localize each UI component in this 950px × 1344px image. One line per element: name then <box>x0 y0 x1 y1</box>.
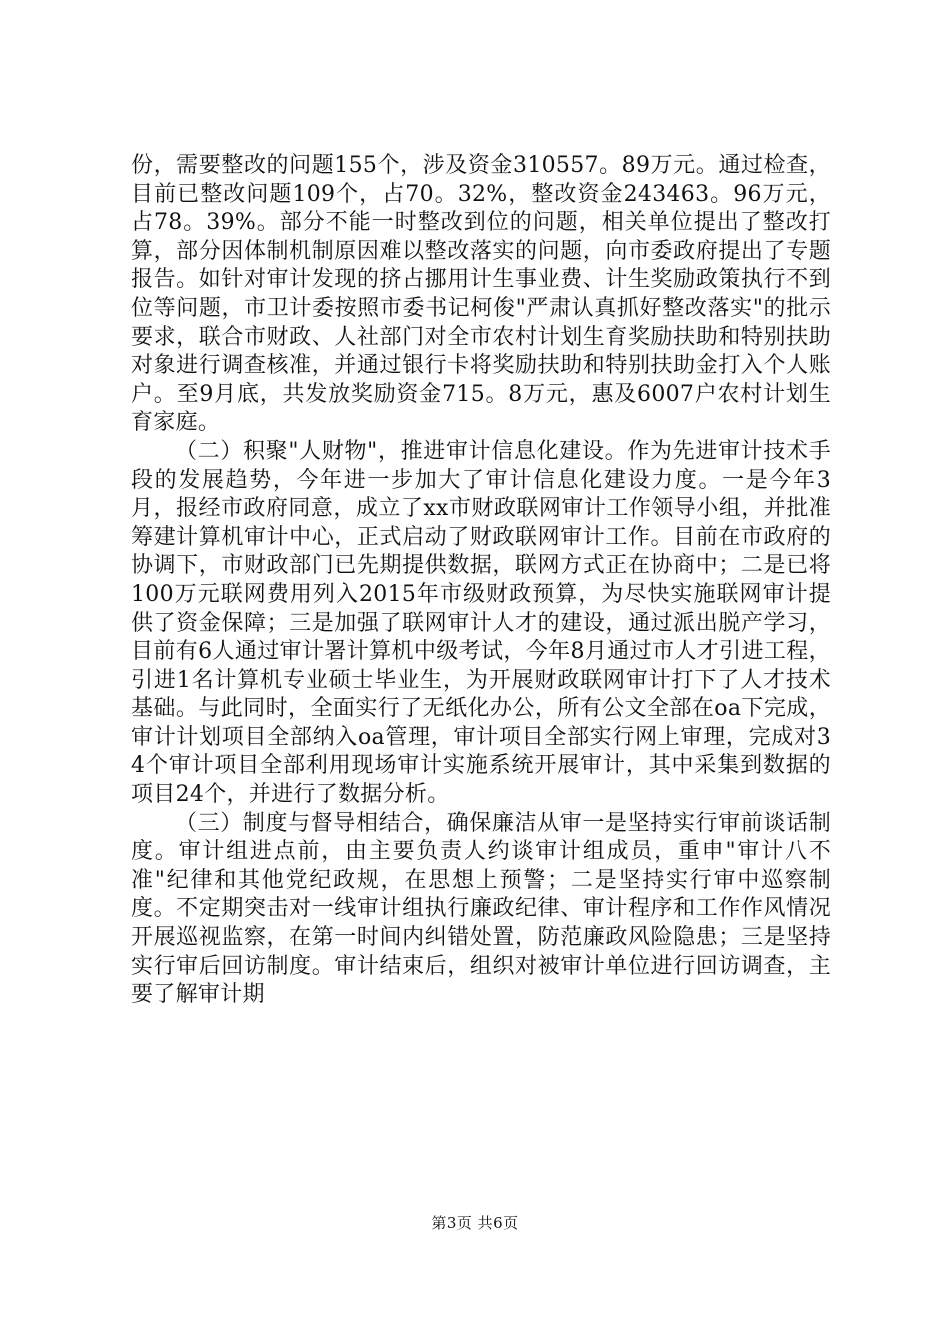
paragraph-section-2: （二）积聚"人财物"，推进审计信息化建设。作为先进审计技术手段的发展趋势，今年进一步加大了审计信息化建设力度。一是今年3月，报经市政府同意，成立了xx市财政联网审计工作领导小组，并批准筹建计算机审计中心，正式启动了财政联网审计工作。目前在市政府的协调下，市财政部门已先期提供数据，联网方式正在协商中；二是已将100万元联网费用列入2015年市级财政预算，为尽快实施联网审计提供了资金保障；三是加强了联网审计人才的建设，通过派出脱产学习，目前有6人通过审计署计算机中级考试，今年8月通过市人才引进工程，引进1名计算机专业硕士毕业生，为开展财政联网审计打下了人才技术基础。与此同时，全面实行了无纸化办公，所有公文全部在oa下完成，审计计划项目全部纳入oa管理，审计项目全部实行网上审理，完成对34个审计项目全部利用现场审计实施系统开展审计，其中采集到数据的项目24个，并进行了数据分析。 <box>131 438 831 808</box>
paragraph-section-3: （三）制度与督导相结合，确保廉洁从审一是坚持实行审前谈话制度。审计组进点前，由主要负责人约谈审计组成员，重申"审计八不准"纪律和其他党纪政规，在思想上预警；二是坚持实行审中巡察制度。不定期突击对一线审计组执行廉政纪律、审计程序和工作作风情况开展巡视监察，在第一时间内纠错处置，防范廉政风险隐患；三是坚持实行审后回访制度。审计结束后，组织对被审计单位进行回访调查，主要了解审计期 <box>131 810 831 1008</box>
page-number-footer: 第3页 共6页 <box>431 1214 519 1232</box>
paragraph-continued: 份，需要整改的问题155个，涉及资金310557。89万元。通过检查，目前已整改问题109个，占70。32%，整改资金243463。96万元，占78。39%。部分不能一时整改到位的问题，相关单位提出了整改打算，部分因体制机制原因难以整改落实的问题，向市委政府提出了专题报告。如针对审计发现的挤占挪用计生事业费、计生奖励政策执行不到位等问题，市卫计委按照市委书记柯俊"严肃认真抓好整改落实"的批示要求，联合市财政、人社部门对全市农村计划生育奖励扶助和特别扶助对象进行调查核准，并通过银行卡将奖励扶助和特别扶助金打入个人账户。至9月底，共发放奖励资金715。8万元，惠及6007户农村计划生育家庭。 <box>131 153 831 436</box>
document-body <box>131 152 831 1010</box>
